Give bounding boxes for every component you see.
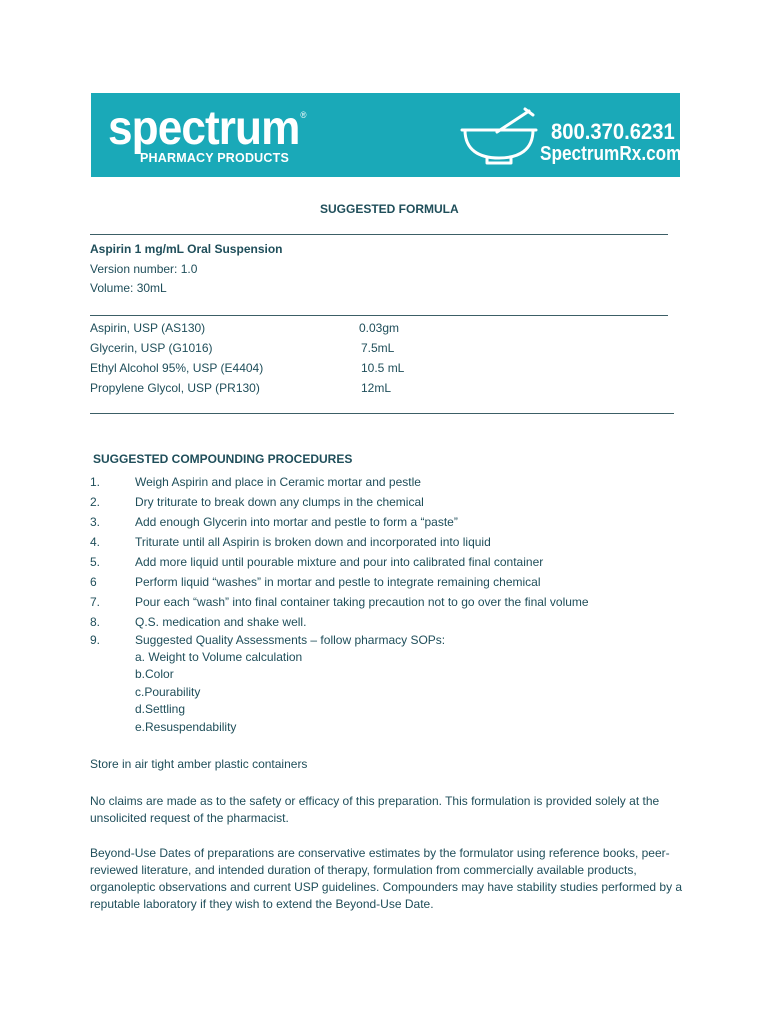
ingredient-name: Propylene Glycol, USP (PR130) — [90, 381, 260, 395]
ingredient-name: Glycerin, USP (G1016) — [90, 341, 213, 355]
step-text: Pour each “wash” into final container taking precaution not to go over the final volume — [135, 595, 589, 609]
step-number: 2. — [90, 495, 101, 509]
ingredient-name: Ethyl Alcohol 95%, USP (E4404) — [90, 361, 264, 375]
beyond-use-note: Beyond-Use Dates of preparations are conservative estimates by the formulator using reference books, peer-reviewed literature, and intended duration of therapy, formulation from commercially available products, organoleptic observations and current USP guidelines. Compounders may have stability studies performed by a reputable laboratory if they wish to extend the Beyond-Use Date. — [90, 846, 683, 911]
assessment-item: d.Settling — [135, 702, 186, 716]
phone-number: 800.370.6231 — [551, 119, 675, 144]
step-number: 1. — [90, 475, 101, 489]
divider — [90, 315, 668, 316]
storage-note: Store in air tight amber plastic containers — [90, 757, 308, 771]
step-text: Triturate until all Aspirin is broken down and incorporated into liquid — [135, 535, 491, 549]
ingredient-name: Aspirin, USP (AS130) — [90, 321, 206, 335]
step-number: 9. — [90, 633, 101, 647]
procedures-heading: SUGGESTED COMPOUNDING PROCEDURES — [93, 452, 353, 466]
step-number: 5. — [90, 555, 101, 569]
step-number: 4. — [90, 535, 101, 549]
assessment-item: a. Weight to Volume calculation — [135, 650, 303, 664]
step-number: 3. — [90, 515, 101, 529]
step-text: Add enough Glycerin into mortar and pestle to form a “paste” — [135, 515, 458, 529]
step-text: Dry triturate to break down any clumps in the chemical — [135, 495, 424, 509]
step-number: 6 — [90, 575, 97, 589]
disclaimer: No claims are made as to the safety or efficacy of this preparation. This formulation is provided solely at the unsolicited request of the pharmacist. — [90, 794, 660, 825]
formula-name: Aspirin 1 mg/mL Oral Suspension — [90, 242, 283, 256]
header-banner — [91, 93, 680, 177]
website: SpectrumRx.com — [540, 143, 682, 165]
step-text: Add more liquid until pourable mixture and pour into calibrated final container — [135, 555, 544, 569]
formula-heading: SUGGESTED FORMULA — [320, 202, 459, 216]
assessment-item: c.Pourability — [135, 685, 201, 699]
ingredient-amount: 7.5mL — [361, 341, 395, 355]
assessment-item: e.Resuspendability — [135, 720, 237, 734]
step-number: 8. — [90, 615, 101, 629]
brand-logo — [108, 102, 306, 155]
version-number: Version number: 1.0 — [90, 262, 198, 276]
assessment-item: b.Color — [135, 667, 174, 681]
step-text: Perform liquid “washes” in mortar and pestle to integrate remaining chemical — [135, 575, 541, 589]
divider — [90, 413, 674, 414]
registered-mark: ® — [300, 110, 306, 120]
ingredient-amount: 0.03gm — [359, 321, 400, 335]
step-number: 7. — [90, 595, 101, 609]
brand-subtitle: PHARMACY PRODUCTS — [140, 151, 290, 165]
volume: Volume: 30mL — [90, 281, 167, 295]
mortar-and-pestle-icon — [459, 106, 539, 166]
divider — [90, 234, 668, 235]
step-text: Q.S. medication and shake well. — [135, 615, 307, 629]
step-text: Weigh Aspirin and place in Ceramic mortar and pestle — [135, 475, 421, 489]
ingredient-amount: 10.5 mL — [361, 361, 405, 375]
step-text: Suggested Quality Assessments – follow pharmacy SOPs: — [135, 633, 446, 647]
brand-name: spectrum — [108, 102, 300, 155]
ingredient-amount: 12mL — [361, 381, 392, 395]
